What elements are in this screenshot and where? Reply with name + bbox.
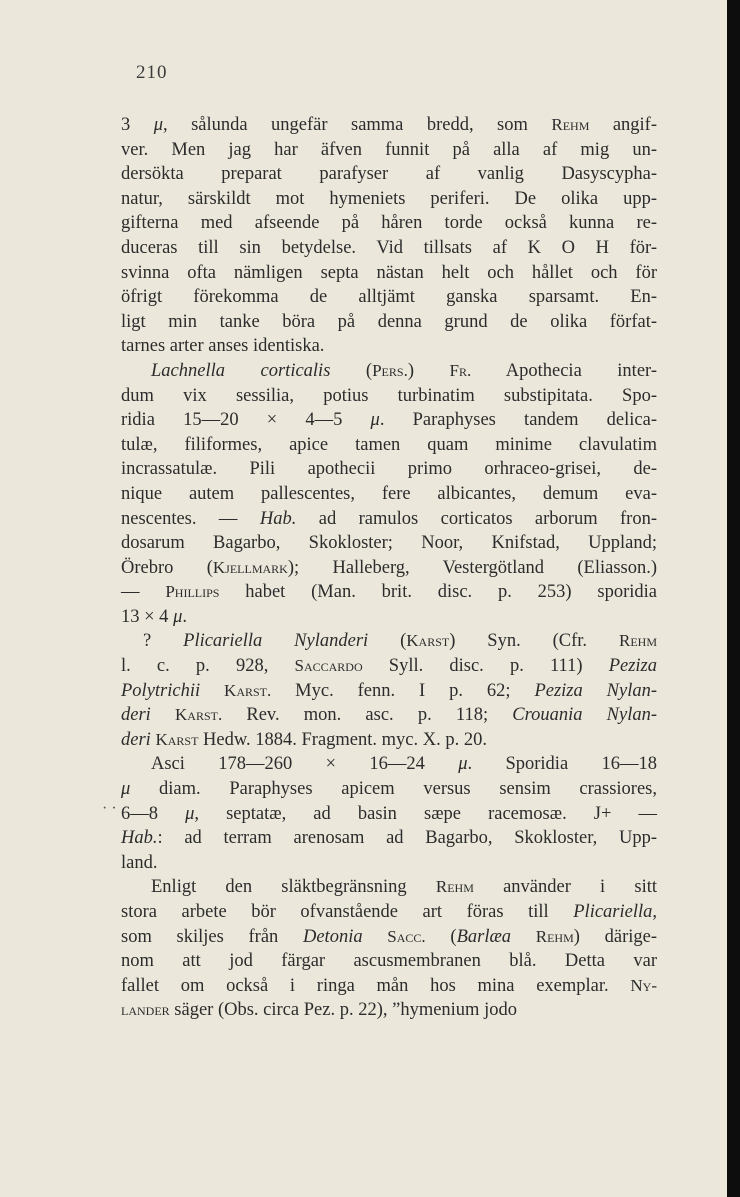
body-text — [121, 113, 657, 1023]
text-line: Polytrichii Karst. Myc. fenn. I p. 62; Peziza Nylan- — [121, 680, 657, 701]
text-line: som skiljes från Detonia Sacc. (Barlæa Rehm) därige- — [121, 926, 658, 947]
text-line: lander säger (Obs. circa Pez. p. 22), ”hymenium jodo — [121, 1000, 517, 1021]
text-line: tarnes arter anses identiska. — [121, 336, 325, 357]
text-line: svinna ofta nämligen septa nästan helt och hållet och för — [121, 262, 657, 283]
text-line: dum vix sessilia, potius turbinatim substipitata. Spo- — [121, 385, 657, 406]
text-line: — Phillips habet (Man. brit. disc. p. 253) sporidia — [121, 582, 657, 603]
text-line: Enligt den släktbegränsning Rehm använder i sitt — [151, 877, 657, 898]
text-line: ligt min tanke böra på denna grund de olika förfat- — [121, 311, 657, 332]
text-line: Örebro (Kjellmark); Halleberg, Vestergötland (Eliasson.) — [121, 557, 657, 578]
text-line: natur, särskildt mot hymeniets periferi. De olika upp- — [121, 188, 657, 209]
text-line: μ diam. Paraphyses apicem versus sensim crassiores, — [121, 779, 657, 800]
text-line: ver. Men jag har äfven funnit på alla af mig un- — [121, 139, 657, 160]
page-number: 210 — [136, 62, 168, 83]
text-line: dersökta preparat parafyser af vanlig Dasyscypha- — [121, 164, 657, 185]
text-line: nescentes. — Hab. ad ramulos corticatos arborum fron- — [121, 508, 657, 529]
text-line: öfrigt förekomma de alltjämt ganska sparsamt. En- — [121, 287, 657, 308]
text-line: deri Karst Hedw. 1884. Fragment. myc. X. p. 20. — [121, 729, 487, 750]
text-line: ? Plicariella Nylanderi (Karst) Syn. (Cfr. Rehm — [143, 631, 657, 652]
text-line: deri Karst. Rev. mon. asc. p. 118; Crouania Nylan- — [121, 705, 658, 726]
text-line: land. — [121, 852, 158, 873]
text-line: nique autem pallescentes, fere albicantes, demum eva- — [121, 483, 657, 504]
text-line: Lachnella corticalis (Pers.) Fr. Apothecia inter- — [151, 360, 657, 381]
text-line: 3 μ, sålunda ungefär samma bredd, som Rehm angif- — [121, 115, 657, 135]
text-line: dosarum Bagarbo, Skokloster; Noor, Knifstad, Uppland; — [121, 533, 657, 554]
text-line: gifterna med afseende på håren torde också kunna re- — [121, 213, 657, 234]
scan-edge — [727, 0, 740, 1197]
text-line: Asci 178—260 × 16—24 μ. Sporidia 16—18 — [151, 754, 657, 775]
text-line: Hab.: ad terram arenosam ad Bagarbo, Skokloster, Upp- — [121, 828, 657, 849]
text-line: stora arbete bör ofvanstående art föras till Plicariella, — [121, 902, 657, 922]
text-line: duceras till sin betydelse. Vid tillsats af K O H för- — [121, 237, 657, 258]
margin-mark: · · — [102, 800, 117, 817]
text-line: 6—8 μ, septatæ, ad basin sæpe racemosæ. J+ — — [121, 803, 658, 824]
text-line: tulæ, filiformes, apice tamen quam minime clavulatim — [121, 434, 657, 455]
text-line: incrassatulæ. Pili apothecii primo orhraceo-grisei, de- — [121, 459, 657, 480]
text-line: fallet om också i ringa mån hos mina exemplar. Ny- — [121, 975, 657, 996]
text-line: l. c. p. 928, Saccardo Syll. disc. p. 111) Peziza — [121, 656, 657, 677]
text-line: nom att jod färgar ascusmembranen blå. Detta var — [121, 951, 657, 972]
text-line: 13 × 4 μ. — [121, 606, 187, 627]
text-line: ridia 15—20 × 4—5 μ. Paraphyses tandem delica- — [121, 410, 657, 431]
